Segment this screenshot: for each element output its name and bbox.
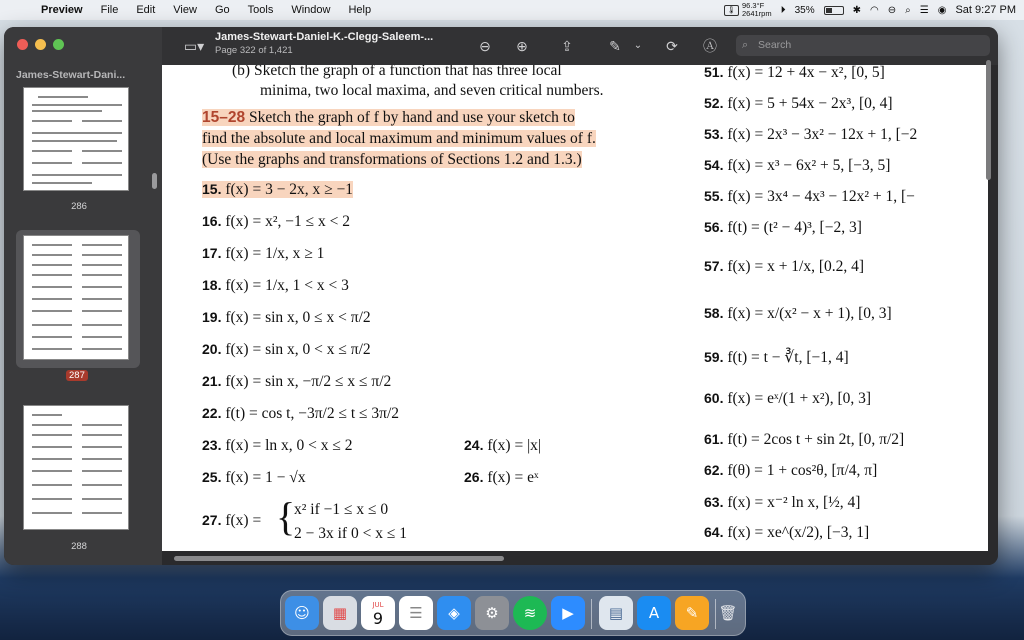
instruction-line: 15–28 Sketch the graph of f by hand and use your sketch to xyxy=(202,109,575,126)
weather-temp: 96.3°F xyxy=(742,1,765,10)
control-center-icon[interactable]: ☰ xyxy=(919,4,929,16)
markup-chevron-down-icon[interactable]: ⌄ xyxy=(633,40,643,51)
zoom-in-icon[interactable]: ⊕ xyxy=(516,38,528,54)
fan-rpm: 2641rpm xyxy=(742,9,772,18)
vertical-scrollbar[interactable] xyxy=(986,60,991,180)
annotate-icon[interactable]: Ⓐ xyxy=(703,38,717,54)
problem-52: 52. f(x) = 5 + 54x − 2x³, [0, 4] xyxy=(704,95,893,112)
safari-icon[interactable]: ◈ xyxy=(437,596,471,630)
dock-separator xyxy=(591,599,592,629)
problem-55: 55. f(x) = 3x⁴ − 4x³ − 12x² + 1, [− xyxy=(704,188,915,205)
horizontal-scrollbar[interactable] xyxy=(174,556,504,561)
problem-21: 21. f(x) = sin x, −π/2 ≤ x ≤ π/2 xyxy=(202,373,392,390)
menu-bar xyxy=(0,0,1024,20)
problem-25: 25. f(x) = 1 − √x xyxy=(202,469,306,486)
battery-percent: 35% xyxy=(794,4,815,16)
menu-go[interactable]: Go xyxy=(214,4,230,16)
battery-icon[interactable] xyxy=(824,6,844,15)
problem-64: 64. f(x) = xe^(x/2), [−3, 1] xyxy=(704,524,870,541)
system-preferences-icon[interactable]: ⚙ xyxy=(475,596,509,630)
page-thumbnail-286[interactable] xyxy=(23,87,129,191)
app-store-icon[interactable]: A xyxy=(637,596,671,630)
search-icon: ⌕ xyxy=(742,39,749,51)
calendar-day: 9 xyxy=(372,609,384,628)
user-icon[interactable]: ⊖ xyxy=(887,4,897,16)
menu-edit[interactable]: Edit xyxy=(136,4,156,16)
preview-window xyxy=(4,27,998,565)
problem-19: 19. f(x) = sin x, 0 ≤ x < π/2 xyxy=(202,309,371,326)
menu-app-name[interactable]: Preview xyxy=(41,4,83,16)
page-info: Page 322 of 1,421 xyxy=(215,45,293,56)
reminders-icon[interactable]: ☰ xyxy=(399,596,433,630)
menubar-clock[interactable]: Sat 9:27 PM xyxy=(955,4,1016,16)
problem-17: 17. f(x) = 1/x, x ≥ 1 xyxy=(202,245,325,262)
problem-18: 18. f(x) = 1/x, 1 < x < 3 xyxy=(202,277,349,294)
problem-57: 57. f(x) = x + 1/x, [0.2, 4] xyxy=(704,258,865,275)
wifi-icon[interactable]: ◠ xyxy=(870,4,879,16)
thumbnail-sidebar xyxy=(4,27,162,565)
document-page[interactable] xyxy=(162,65,988,551)
problem-line: minima, two local maxima, and seven critical numbers. xyxy=(260,82,604,99)
launchpad-icon[interactable]: ▦ xyxy=(323,596,357,630)
instruction-line: (Use the graphs and transformations of Sections 1.2 and 1.3.) xyxy=(202,151,582,168)
search-field[interactable] xyxy=(736,35,990,56)
dock xyxy=(280,590,746,636)
menu-view[interactable]: View xyxy=(173,4,197,16)
menu-tools[interactable]: Tools xyxy=(247,4,274,16)
problem-62: 62. f(θ) = 1 + cos²θ, [π/4, π] xyxy=(704,462,878,479)
problem-63: 63. f(x) = x⁻² ln x, [½, 4] xyxy=(704,494,861,511)
minimize-window-button[interactable] xyxy=(35,39,46,50)
problem-56: 56. f(t) = (t² − 4)³, [−2, 3] xyxy=(704,219,862,236)
page-number-288: 288 xyxy=(71,541,87,552)
bluetooth-icon[interactable]: ✱ xyxy=(852,4,862,16)
search-placeholder: Search xyxy=(758,39,792,51)
zoom-window-button[interactable] xyxy=(53,39,64,50)
rotate-icon[interactable]: ⟳ xyxy=(666,38,678,54)
problem-58: 58. f(x) = x/(x² − x + 1), [0, 3] xyxy=(704,305,892,322)
sidebar-document-title: James-Stewart-Dani... xyxy=(16,69,126,81)
toolbar xyxy=(162,27,998,65)
weather-widget[interactable] xyxy=(724,2,772,18)
problem-59: 59. f(t) = t − ∛t, [−1, 4] xyxy=(704,349,849,366)
menu-help[interactable]: Help xyxy=(348,4,372,16)
finder-icon[interactable]: ☺ xyxy=(285,596,319,630)
problem-26: 26. f(x) = eˣ xyxy=(464,469,539,486)
spotify-icon[interactable]: ≋ xyxy=(513,596,547,630)
page-thumbnail-288[interactable] xyxy=(23,405,129,530)
spotlight-search-icon[interactable]: ⌕ xyxy=(905,4,911,16)
problem-60: 60. f(x) = eˣ/(1 + x²), [0, 3] xyxy=(704,390,872,407)
zoom-out-icon[interactable]: ⊖ xyxy=(479,38,491,54)
problem-22: 22. f(t) = cos t, −3π/2 ≤ t ≤ 3π/2 xyxy=(202,405,400,422)
piecewise-brace: { xyxy=(276,494,296,539)
problem-16: 16. f(x) = x², −1 ≤ x < 2 xyxy=(202,213,350,230)
menu-file[interactable]: File xyxy=(100,4,119,16)
page-number-286: 286 xyxy=(71,201,87,212)
problem-20: 20. f(x) = sin x, 0 < x ≤ π/2 xyxy=(202,341,371,358)
markup-pen-icon[interactable]: ✎ xyxy=(609,38,621,54)
preview-app-icon[interactable]: ▤ xyxy=(599,596,633,630)
instruction-line: find the absolute and local maximum and minimum values of f. xyxy=(202,130,596,147)
problem-53: 53. f(x) = 2x³ − 3x² − 12x + 1, [−2 xyxy=(704,126,918,143)
temperature-icon: 🌡 xyxy=(724,5,739,16)
sidebar-scrollbar[interactable] xyxy=(152,173,157,189)
problem-51: 51. f(x) = 12 + 4x − x², [0, 5] xyxy=(704,65,885,81)
zoom-icon[interactable]: ▶ xyxy=(551,596,585,630)
calendar-month: JUL xyxy=(372,601,384,609)
document-title[interactable]: James-Stewart-Daniel-K.-Clegg-Saleem-... xyxy=(215,31,434,43)
share-icon[interactable]: ⇪ xyxy=(561,38,573,54)
page-number-287: 287 xyxy=(66,370,88,381)
problem-line: (b) Sketch the graph of a function that has three local xyxy=(232,65,562,79)
problem-23: 23. f(x) = ln x, 0 < x ≤ 2 xyxy=(202,437,353,454)
problem-27: 27. f(x) = xyxy=(202,512,262,529)
problem-24: 24. f(x) = |x| xyxy=(464,437,542,454)
menu-window[interactable]: Window xyxy=(291,4,331,16)
problem-54: 54. f(x) = x³ − 6x² + 5, [−3, 5] xyxy=(704,157,891,174)
play-icon[interactable]: ⏵ xyxy=(780,4,786,16)
trash-icon[interactable]: 🗑 xyxy=(718,604,738,622)
sidebar-toggle-icon[interactable]: ▭▾ xyxy=(183,38,205,54)
problem-27-case-2: 2 − 3x if 0 < x ≤ 1 xyxy=(294,525,407,542)
siri-icon[interactable]: ◉ xyxy=(937,4,947,16)
problem-15: 15. f(x) = 3 − 2x, x ≥ −1 xyxy=(202,181,354,198)
close-window-button[interactable] xyxy=(17,39,28,50)
problem-27-case-1: x² if −1 ≤ x ≤ 0 xyxy=(294,501,389,518)
pages-icon[interactable]: ✎ xyxy=(675,596,709,630)
page-thumbnail-287[interactable] xyxy=(23,235,129,360)
problem-61: 61. f(t) = 2cos t + sin 2t, [0, π/2] xyxy=(704,431,905,448)
calendar-icon[interactable] xyxy=(361,596,395,630)
